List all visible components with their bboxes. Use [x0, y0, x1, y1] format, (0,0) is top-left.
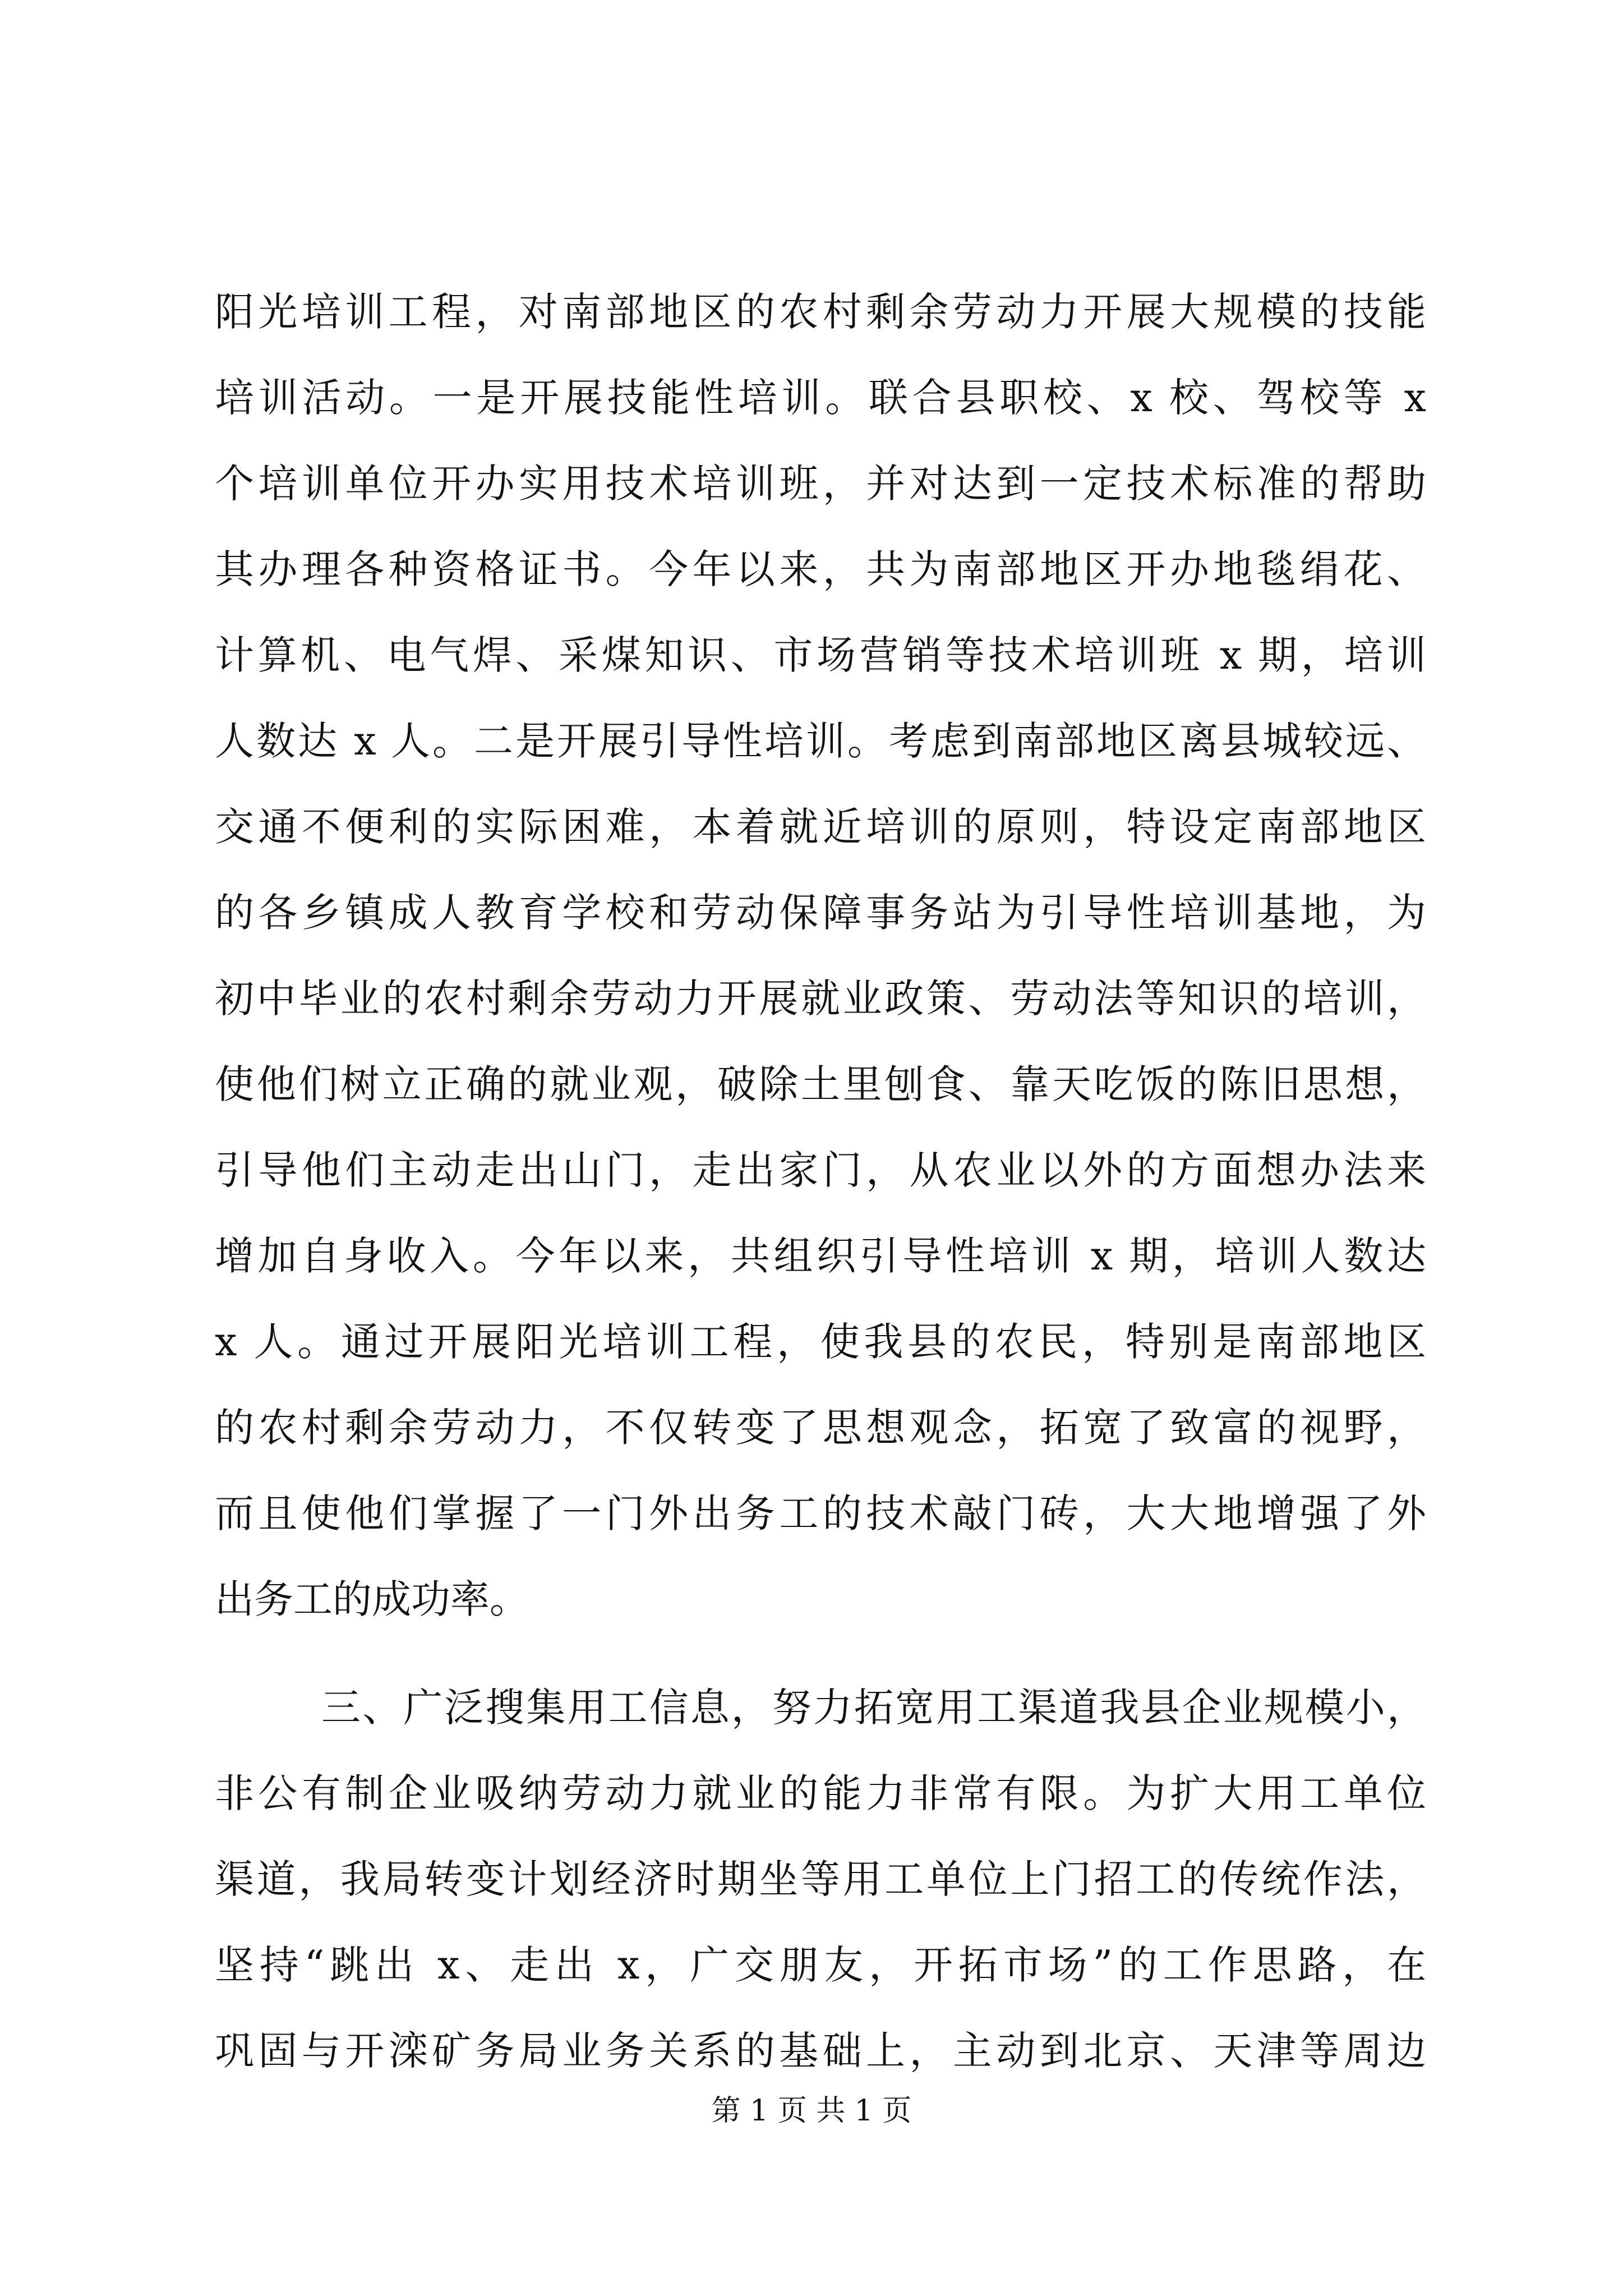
paragraph-2 [215, 1665, 1426, 2094]
text-line: 个培训单位开办实用技术培训班，并对达到一定技术标准的帮助 [215, 461, 1426, 507]
text-line: 坚持“跳出 x、走出 x，广交朋友，开拓市场”的工作思路，在 [215, 1942, 1426, 1988]
text-line: 计算机、电气焊、采煤知识、市场营销等技术培训班 x 期，培训 [215, 632, 1426, 678]
text-line: 的各乡镇成人教育学校和劳动保障事务站为引导性培训基地，为 [215, 890, 1426, 936]
text-line: 交通不便利的实际困难，本着就近培训的原则，特设定南部地区 [215, 804, 1426, 850]
text-line: 人数达 x 人。二是开展引导性培训。考虑到南部地区离县城较远、 [215, 718, 1426, 764]
text-line: 增加自身收入。今年以来，共组织引导性培训 x 期，培训人数达 [215, 1233, 1426, 1279]
page-footer: 第 1 页 共 1 页 [711, 2094, 912, 2128]
text-line: 初中毕业的农村剩余劳动力开展就业政策、劳动法等知识的培训， [215, 976, 1426, 1022]
text-line: 出务工的成功率。 [215, 1576, 529, 1622]
text-line: 培训活动。一是开展技能性培训。联合县职校、x 校、驾校等 x [215, 375, 1426, 421]
text-line: x 人。通过开展阳光培训工程，使我县的农民，特别是南部地区 [215, 1319, 1426, 1365]
text-line: 巩固与开滦矿务局业务关系的基础上，主动到北京、天津等周边 [215, 2028, 1426, 2074]
text-line: 而且使他们掌握了一门外出务工的技术敲门砖，大大地增强了外 [215, 1490, 1426, 1536]
text-line: 渠道，我局转变计划经济时期坐等用工单位上门招工的传统作法， [215, 1856, 1426, 1902]
text-line: 引导他们主动走出山门，走出家门，从农业以外的方面想办法来 [215, 1147, 1426, 1193]
paragraph-1 [215, 269, 1426, 1642]
text-line: 三、广泛搜集用工信息，努力拓宽用工渠道我县企业规模小， [321, 1685, 1426, 1731]
text-line: 使他们树立正确的就业观，破除土里刨食、靠天吃饭的陈旧思想， [215, 1061, 1426, 1107]
text-line: 的农村剩余劳动力，不仅转变了思想观念，拓宽了致富的视野， [215, 1405, 1426, 1451]
document-body [215, 269, 1426, 2094]
text-line: 阳光培训工程，对南部地区的农村剩余劳动力开展大规模的技能 [215, 289, 1426, 335]
text-line: 非公有制企业吸纳劳动力就业的能力非常有限。为扩大用工单位 [215, 1770, 1426, 1816]
text-line: 其办理各种资格证书。今年以来，共为南部地区开办地毯绢花、 [215, 546, 1426, 592]
